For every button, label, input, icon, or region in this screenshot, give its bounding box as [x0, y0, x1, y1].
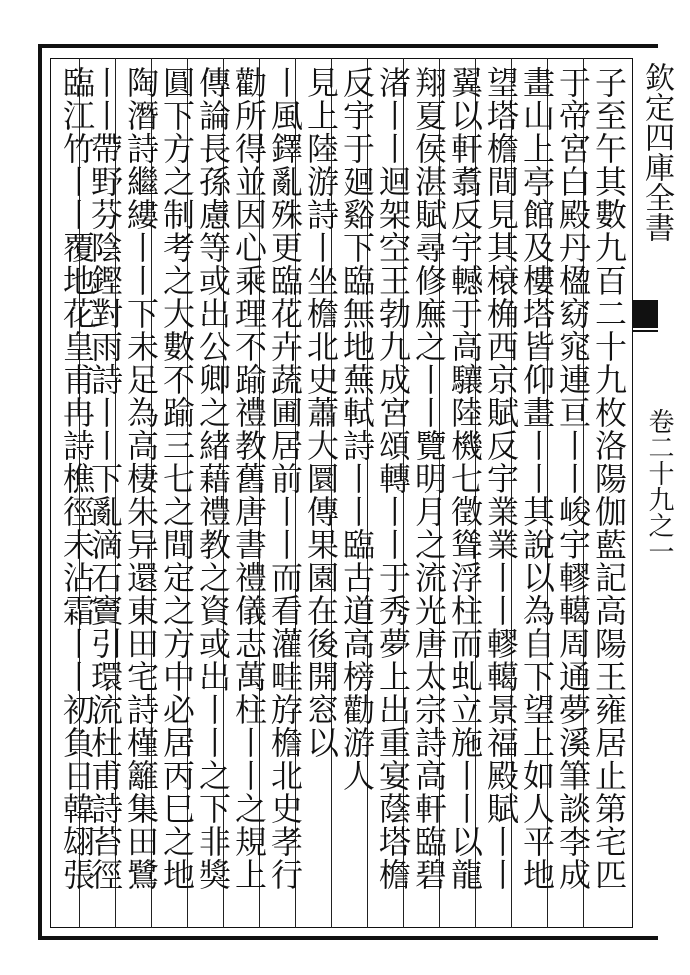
text-column-15: 丨丨帶野芬陰鏗對雨詩丨丨下亂滴石竇引環流杜甫詩苔徑	[86, 66, 124, 891]
text-column-4: 望塔檐間見其榱桷西京賦反宇業業丨丨轇轕景福殿賦丨丨	[482, 66, 520, 891]
text-column-12: 傳論長孫慮等或出公卿之緒藉禮教之資或出丨丨之下非獎	[194, 66, 232, 891]
text-column-13: 圓下方之制考之大數不踰三七之間定之方中必居丙巳之地	[158, 66, 196, 891]
text-column-16: 臨江竹丨丨覆地花皇甫冉詩樵徑未沾霜丨丨初負日韓翃張	[58, 66, 96, 891]
fishtail-lines-icon	[632, 326, 658, 332]
text-column-14: 陶潛詩繼縷丨丨下未足為高棲朱异還東田宅詩槿籬集田鷺	[122, 66, 160, 891]
text-column-7: 渚丨丨迴架空王勃九成宮頌轉丨丨于秀夢上出重宴蔭塔檐	[374, 66, 412, 891]
volume-label: 卷二十九之一	[644, 408, 674, 564]
text-column-5: 翼以軒翥反宇轗于高驤陸機七徵聳浮柱而虬立施丨丨以龍	[446, 66, 484, 891]
text-column-6: 翔夏侯湛賦尋修廡之丨丨覽明月之流光唐太宗詩高軒臨碧	[410, 66, 448, 891]
text-column-11: 勸所得並因心乘理不踰禮教舊唐書禮儀志萬柱丨丨之規上	[230, 66, 268, 891]
text-column-2: 于帝宮白殿丹楹窈窕連亘丨丨峻宇轇轕周通夢溪筆談李成	[554, 66, 592, 891]
text-column-8: 反宇于廻谿下臨無地蕪軾詩丨丨臨古道高榜勸游人	[338, 66, 376, 792]
text-column-1: 子至午其數九百二十九枚洛陽伽藍記高陽王雍居止第宅匹	[590, 66, 628, 891]
fishtail-mark-icon	[632, 300, 658, 326]
text-column-3: 畫山上亭館及樓塔皆仰畫丨丨其說以為自下望上如人平地	[518, 66, 556, 891]
book-title: 欽定四庫全書	[639, 62, 674, 242]
text-column-10: 丨風鐸亂殊更臨花卉蔬圃居前丨丨而看灌畦斿檐北史孝行	[266, 66, 304, 891]
text-column-9: 見上陸游詩丨坐檐北史蕭大圜傳果園在後開窓以	[302, 66, 340, 759]
